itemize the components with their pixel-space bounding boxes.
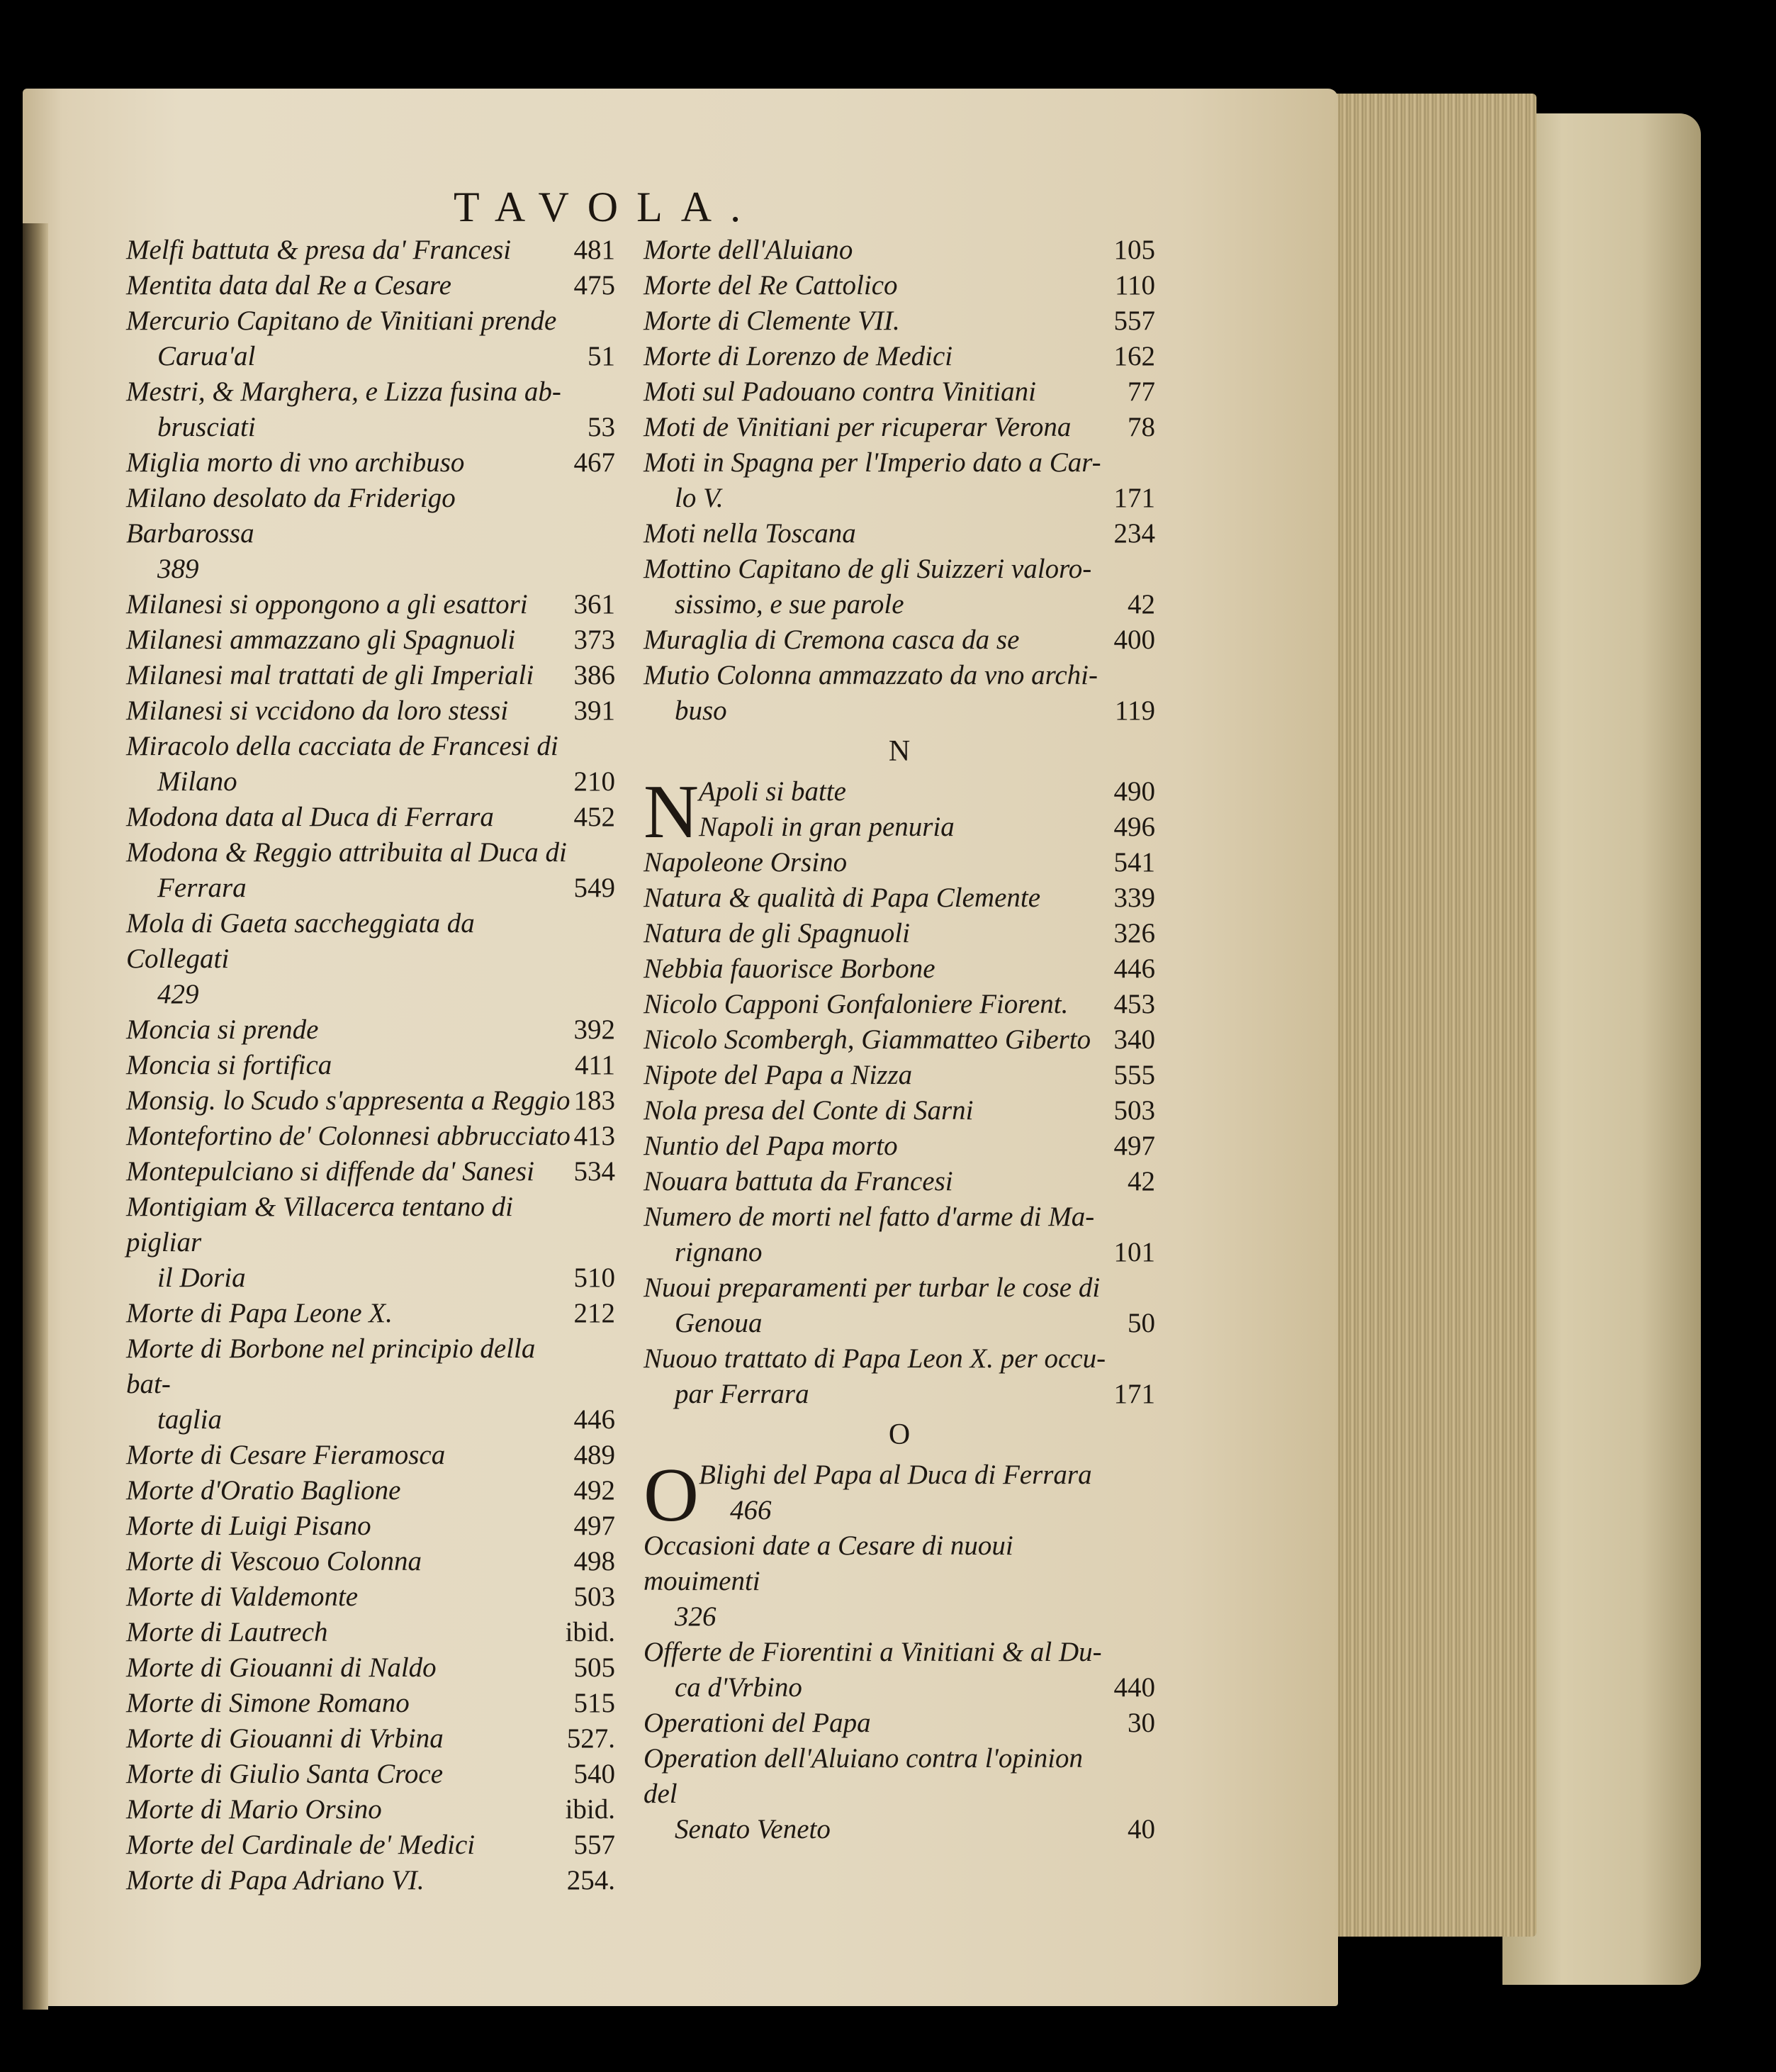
drop-capital: O bbox=[643, 1453, 699, 1538]
index-entry bbox=[643, 916, 1155, 951]
index-entry bbox=[643, 410, 1155, 445]
entry-text: Natura de gli Spagnuoli bbox=[643, 918, 910, 948]
page-number: 101 bbox=[1113, 1237, 1155, 1267]
page-number: 254. bbox=[566, 1865, 615, 1895]
entry-text: Nicolo Capponi Gonfaloniere Fiorent. bbox=[643, 989, 1069, 1019]
index-entry bbox=[643, 1093, 1155, 1129]
entry-continuation: 466 bbox=[730, 1495, 772, 1525]
index-entry bbox=[126, 233, 615, 268]
index-entry bbox=[126, 1757, 615, 1792]
letter-heading: N bbox=[888, 735, 911, 768]
index-column-left bbox=[126, 233, 615, 1898]
page-number: 234 bbox=[1113, 518, 1155, 549]
index-entry bbox=[643, 622, 1155, 658]
entry-text: Nola presa del Conte di Sarni bbox=[643, 1095, 974, 1126]
page-edges bbox=[1331, 94, 1536, 1937]
entry-text: Morte di Simone Romano bbox=[126, 1688, 410, 1718]
index-entry bbox=[126, 1721, 615, 1757]
page-number: ibid. bbox=[565, 1794, 615, 1825]
entry-continuation: Carua'al bbox=[157, 341, 256, 371]
page-number: 527. bbox=[566, 1723, 615, 1754]
index-entry bbox=[126, 1473, 615, 1508]
page-number: 481 bbox=[573, 235, 615, 265]
entry-text: Morte del Cardinale de' Medici bbox=[126, 1830, 476, 1860]
page-number: 496 bbox=[1113, 812, 1155, 842]
entry-text: Morte di Luigi Pisano bbox=[126, 1511, 371, 1541]
entry-text: Nipote del Papa a Nizza bbox=[643, 1060, 913, 1090]
page-number: 53 bbox=[588, 412, 615, 442]
entry-text: Napoli in gran penuria bbox=[699, 812, 955, 842]
page-number: 77 bbox=[1128, 376, 1155, 407]
entry-text: Milanesi si oppongono a gli esattori bbox=[126, 589, 528, 620]
entry-continuation: Milano bbox=[157, 766, 237, 797]
index-entry bbox=[643, 1741, 1155, 1847]
page-number: 440 bbox=[1113, 1672, 1155, 1703]
entry-text: Natura & qualità di Papa Clemente bbox=[643, 883, 1041, 913]
entry-text: Morte di Papa Adriano VI. bbox=[126, 1865, 425, 1895]
entry-text: Nuntio del Papa morto bbox=[643, 1131, 898, 1161]
index-entry bbox=[126, 1083, 615, 1119]
page-number: 391 bbox=[573, 695, 615, 726]
page-number: 497 bbox=[573, 1511, 615, 1541]
entry-text: Morte di Mario Orsino bbox=[126, 1794, 382, 1825]
page-number: 503 bbox=[573, 1581, 615, 1612]
entry-text: Apoli si batte bbox=[699, 776, 846, 807]
page-number: 400 bbox=[1113, 625, 1155, 655]
index-entry bbox=[643, 1341, 1155, 1412]
page-number: 392 bbox=[573, 1014, 615, 1045]
index-entry bbox=[643, 1022, 1155, 1058]
entry-text: Milano desolato da Friderigo Barbarossa bbox=[126, 483, 456, 549]
index-entry bbox=[126, 729, 615, 800]
page-number: 386 bbox=[573, 660, 615, 690]
index-entry bbox=[126, 622, 615, 658]
page-number: 50 bbox=[1128, 1308, 1155, 1338]
entry-continuation: sissimo, e sue parole bbox=[675, 589, 904, 620]
entry-text: Mentita data dal Re a Cesare bbox=[126, 270, 451, 301]
page-number: 541 bbox=[1113, 847, 1155, 878]
entry-text: Mola di Gaeta saccheggiata da Collegati bbox=[126, 908, 475, 974]
entry-text: Nuoui preparamenti per turbar le cose di bbox=[643, 1272, 1101, 1303]
index-entry bbox=[643, 951, 1155, 987]
page-number: 497 bbox=[1113, 1131, 1155, 1161]
entry-text: Numero de morti nel fatto d'arme di Ma- bbox=[643, 1202, 1095, 1232]
entry-continuation: lo V. bbox=[675, 483, 724, 513]
entry-text: Mottino Capitano de gli Suizzeri valoro- bbox=[643, 554, 1092, 584]
page-number: 110 bbox=[1114, 270, 1155, 301]
entry-text: Morte di Borbone nel principio della bat- bbox=[126, 1333, 536, 1399]
entry-text: Montigiam & Villacerca tentano di pigliar bbox=[126, 1192, 513, 1258]
entry-text: Milanesi ammazzano gli Spagnuoli bbox=[126, 625, 516, 655]
entry-text: Monsig. lo Scudo s'appresenta a Reggio bbox=[126, 1085, 571, 1116]
page-number: 411 bbox=[574, 1050, 615, 1080]
entry-text: Nicolo Scombergh, Giammatteo Giberto bbox=[643, 1024, 1091, 1055]
entry-continuation: par Ferrara bbox=[675, 1379, 809, 1409]
entry-text: Moti de Vinitiani per ricuperar Verona bbox=[643, 412, 1072, 442]
entry-continuation: taglia bbox=[157, 1404, 223, 1435]
page-number: 78 bbox=[1128, 412, 1155, 442]
index-entry bbox=[126, 658, 615, 693]
page-number: 505 bbox=[573, 1652, 615, 1683]
index-entry bbox=[643, 1199, 1155, 1270]
entry-continuation: Senato Veneto bbox=[675, 1814, 831, 1844]
entry-text: Moncia si prende bbox=[126, 1014, 319, 1045]
index-entry bbox=[643, 551, 1155, 622]
index-entry bbox=[126, 1331, 615, 1438]
index-entry bbox=[643, 1058, 1155, 1093]
entry-text: Miglia morto di vno archibuso bbox=[126, 447, 465, 478]
entry-text: Morte del Re Cattolico bbox=[643, 270, 898, 301]
entry-text: Morte di Lautrech bbox=[126, 1617, 328, 1647]
index-entry bbox=[126, 693, 615, 729]
entry-text: Modona data al Duca di Ferrara bbox=[126, 802, 494, 832]
index-entry bbox=[699, 774, 1155, 810]
page-number: 446 bbox=[1113, 953, 1155, 984]
entry-continuation: ca d'Vrbino bbox=[675, 1672, 802, 1703]
entry-text: Morte di Giouanni di Vrbina bbox=[126, 1723, 444, 1754]
index-entry bbox=[126, 1154, 615, 1189]
entry-text: Muraglia di Cremona casca da se bbox=[643, 625, 1020, 655]
entry-continuation: 326 bbox=[675, 1601, 716, 1632]
entry-continuation: 389 bbox=[157, 554, 199, 584]
entry-text: Milanesi si vccidono da loro stessi bbox=[126, 695, 509, 726]
index-entry bbox=[126, 1544, 615, 1579]
page-number: 475 bbox=[573, 270, 615, 301]
entry-continuation: 429 bbox=[157, 979, 199, 1009]
page-number: 171 bbox=[1113, 483, 1155, 513]
index-entry bbox=[643, 880, 1155, 916]
page-number: 413 bbox=[573, 1121, 615, 1151]
index-entry bbox=[126, 800, 615, 835]
page-number: 503 bbox=[1113, 1095, 1155, 1126]
index-entry bbox=[126, 1012, 615, 1048]
index-entry bbox=[126, 303, 615, 374]
index-entry bbox=[643, 658, 1155, 729]
index-entry bbox=[126, 1827, 615, 1863]
entry-text: Nouara battuta da Francesi bbox=[643, 1166, 953, 1197]
entry-text: Morte di Giouanni di Naldo bbox=[126, 1652, 437, 1683]
page-number: 555 bbox=[1113, 1060, 1155, 1090]
entry-text: Montefortino de' Colonnesi abbrucciato bbox=[126, 1121, 571, 1151]
index-entry bbox=[126, 1792, 615, 1827]
entry-continuation: brusciati bbox=[157, 412, 256, 442]
index-entry bbox=[643, 374, 1155, 410]
page-number: 540 bbox=[573, 1759, 615, 1789]
index-entry bbox=[126, 587, 615, 622]
entry-text: Melfi battuta & presa da' Francesi bbox=[126, 235, 512, 265]
entry-continuation: buso bbox=[675, 695, 727, 726]
page-number: 490 bbox=[1113, 776, 1155, 807]
page-number: 557 bbox=[573, 1830, 615, 1860]
index-entry bbox=[699, 810, 1155, 845]
entry-text: Mestri, & Marghera, e Lizza fusina ab- bbox=[126, 376, 561, 407]
entry-continuation: il Doria bbox=[157, 1262, 246, 1293]
entry-text: Operationi del Papa bbox=[643, 1708, 871, 1738]
index-entry bbox=[643, 339, 1155, 374]
page-number: 453 bbox=[1113, 989, 1155, 1019]
page-number: 162 bbox=[1113, 341, 1155, 371]
index-entry bbox=[126, 1615, 615, 1650]
index-entry bbox=[643, 516, 1155, 551]
entry-text: Morte di Lorenzo de Medici bbox=[643, 341, 953, 371]
page-title: TAVOLA. bbox=[454, 184, 760, 230]
page-number: 40 bbox=[1128, 1814, 1155, 1844]
page-number: 183 bbox=[573, 1085, 615, 1116]
page-number: 492 bbox=[573, 1475, 615, 1506]
page-number: 51 bbox=[588, 341, 615, 371]
index-entry bbox=[126, 1189, 615, 1296]
entry-text: Napoleone Orsino bbox=[643, 847, 848, 878]
entry-text: Nebbia fauorisce Borbone bbox=[643, 953, 935, 984]
index-entry bbox=[126, 1296, 615, 1331]
entry-text: Morte di Papa Leone X. bbox=[126, 1298, 393, 1328]
index-entry bbox=[126, 1863, 615, 1898]
index-entry bbox=[643, 1635, 1155, 1706]
page-number: 42 bbox=[1128, 1166, 1155, 1197]
entry-text: Milanesi mal trattati de gli Imperiali bbox=[126, 660, 534, 690]
entry-text: Morte di Giulio Santa Croce bbox=[126, 1759, 444, 1789]
page-number: 210 bbox=[573, 766, 615, 797]
entry-continuation: rignano bbox=[675, 1237, 763, 1267]
drop-capital: N bbox=[643, 770, 699, 854]
index-entry bbox=[126, 1579, 615, 1615]
entry-text: Moti in Spagna per l'Imperio dato a Car- bbox=[643, 447, 1101, 478]
index-entry bbox=[643, 233, 1155, 268]
entry-text: Morte di Valdemonte bbox=[126, 1581, 359, 1612]
entry-text: Moti nella Toscana bbox=[643, 518, 856, 549]
page-number: 446 bbox=[573, 1404, 615, 1435]
page-number: 105 bbox=[1113, 235, 1155, 265]
index-entry bbox=[126, 906, 615, 1012]
page-number: 373 bbox=[573, 625, 615, 655]
page-number: 212 bbox=[573, 1298, 615, 1328]
page-number: 326 bbox=[1113, 918, 1155, 948]
page-number: 171 bbox=[1113, 1379, 1155, 1409]
page-number: 42 bbox=[1128, 589, 1155, 620]
index-entry bbox=[126, 1048, 615, 1083]
entry-text: Occasioni date a Cesare di nuoui mouimenti bbox=[643, 1530, 1013, 1596]
letter-heading: O bbox=[888, 1418, 911, 1451]
index-entry bbox=[126, 1119, 615, 1154]
page-gutter bbox=[23, 223, 48, 2010]
index-entry bbox=[699, 1457, 1155, 1528]
entry-continuation: Ferrara bbox=[157, 873, 247, 903]
dropcap-block bbox=[643, 770, 1155, 854]
entry-text: Miracolo della cacciata de Francesi di bbox=[126, 731, 558, 761]
page-number: 30 bbox=[1128, 1708, 1155, 1738]
index-entry bbox=[126, 1650, 615, 1686]
page-number: ibid. bbox=[565, 1617, 615, 1647]
index-entry bbox=[643, 303, 1155, 339]
index-entry bbox=[643, 1270, 1155, 1341]
page-number: 498 bbox=[573, 1546, 615, 1577]
index-entry bbox=[643, 1129, 1155, 1164]
entry-text: Mutio Colonna ammazzato da vno archi- bbox=[643, 660, 1098, 690]
page-number: 510 bbox=[573, 1262, 615, 1293]
entry-text: Offerte de Fiorentini a Vinitiani & al Du- bbox=[643, 1637, 1102, 1667]
index-entry bbox=[126, 445, 615, 481]
entry-text: Operation dell'Aluiano contra l'opinion del bbox=[643, 1743, 1084, 1809]
index-entry bbox=[126, 481, 615, 587]
page-number: 340 bbox=[1113, 1024, 1155, 1055]
entry-text: Mercurio Capitano de Vinitiani prende bbox=[126, 306, 557, 336]
entry-text: Morte di Clemente VII. bbox=[643, 306, 900, 336]
index-entry bbox=[643, 1706, 1155, 1741]
index-entry bbox=[126, 1686, 615, 1721]
index-entry bbox=[126, 374, 615, 445]
entry-text: Morte d'Oratio Baglione bbox=[126, 1475, 401, 1506]
dropcap-block bbox=[643, 1453, 1155, 1538]
page-number: 361 bbox=[573, 589, 615, 620]
entry-text: Modona & Reggio attribuita al Duca di bbox=[126, 837, 567, 868]
page-number: 467 bbox=[573, 447, 615, 478]
entry-text: Morte di Cesare Fieramosca bbox=[126, 1440, 446, 1470]
index-entry bbox=[643, 1528, 1155, 1635]
index-entry bbox=[643, 987, 1155, 1022]
page-number: 339 bbox=[1113, 883, 1155, 913]
entry-text: Blighi del Papa al Duca di Ferrara bbox=[699, 1460, 1092, 1490]
entry-continuation: Genoua bbox=[675, 1308, 763, 1338]
page-number: 119 bbox=[1114, 695, 1155, 726]
entry-text: Morte dell'Aluiano bbox=[643, 235, 853, 265]
entry-text: Moncia si fortifica bbox=[126, 1050, 332, 1080]
index-entry bbox=[643, 845, 1155, 880]
page-number: 452 bbox=[573, 802, 615, 832]
index-entry bbox=[126, 1438, 615, 1473]
index-column-right bbox=[643, 233, 1155, 1847]
index-entry bbox=[643, 268, 1155, 303]
entry-text: Montepulciano si diffende da' Sanesi bbox=[126, 1156, 534, 1187]
page-number: 515 bbox=[573, 1688, 615, 1718]
index-entry bbox=[126, 835, 615, 906]
entry-text: Morte di Vescouo Colonna bbox=[126, 1546, 422, 1577]
page-number: 534 bbox=[573, 1156, 615, 1187]
page-number: 489 bbox=[573, 1440, 615, 1470]
index-entry bbox=[643, 1164, 1155, 1199]
index-entry bbox=[126, 268, 615, 303]
index-entry bbox=[126, 1508, 615, 1544]
entry-text: Nuouo trattato di Papa Leon X. per occu- bbox=[643, 1343, 1106, 1374]
entry-text: Moti sul Padouano contra Vinitiani bbox=[643, 376, 1036, 407]
page-number: 549 bbox=[573, 873, 615, 903]
page-number: 557 bbox=[1113, 306, 1155, 336]
index-entry bbox=[643, 445, 1155, 516]
